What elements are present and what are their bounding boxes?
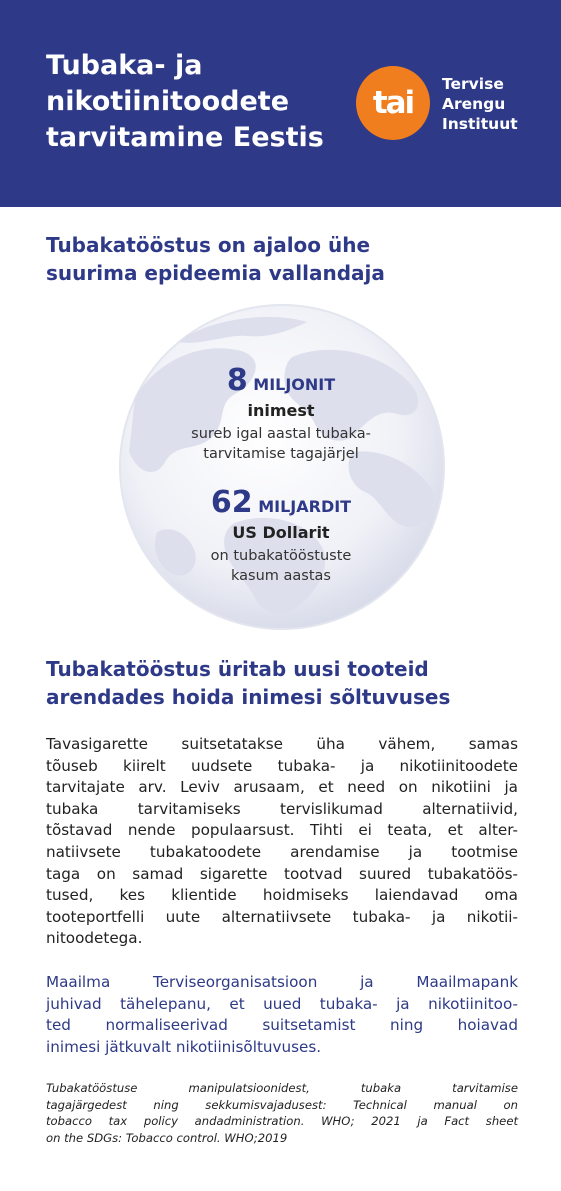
org-name-line: Arengu: [442, 95, 506, 113]
highlight-line: inimesi jätkuvalt nikotiinisõltuvuses.: [46, 1037, 322, 1056]
section-heading-products: [46, 655, 526, 711]
paragraph-line: tarvitajate arv. Leviv arusaam, et need on nikotiini ja: [46, 778, 518, 797]
title-line: Tubaka- ja: [46, 50, 203, 81]
heading-line: Tubakatööstus on ajaloo ühe: [46, 233, 371, 257]
source-line: tagajärgedest ning sekkumisvajadusest: Technical manual on: [46, 1097, 518, 1112]
highlight-paragraph: [46, 972, 518, 1058]
stat-unit: MILJARDIT: [258, 497, 352, 516]
paragraph-line: tused, kes klientide hoidmiseks laiendavad oma: [46, 886, 518, 905]
stat-subject: US Dollarit: [232, 523, 330, 542]
stat-description: [150, 424, 412, 464]
title-line: tarvitamine Eestis: [46, 122, 324, 153]
desc-line: sureb igal aastal tubaka-: [191, 426, 371, 442]
org-name: [442, 74, 552, 134]
paragraph-line: Tavasigarette suitsetatakse üha vähem, samas: [46, 735, 518, 753]
section-heading-epidemic: [46, 231, 526, 287]
desc-line: on tubakatööstuste: [210, 548, 352, 564]
source-line: tobacco tax policy andadministration. WHO; 2021 ja Fact sheet: [46, 1114, 518, 1128]
desc-line: tarvitamise tagajärjel: [203, 446, 359, 462]
paragraph-line: tooteportfelli uute alternatiivsete tubaka- ja nikotii-: [46, 907, 518, 926]
paragraph-line: tõuseb kiirelt uudsete tubaka- ja nikotiinitoodete: [46, 756, 518, 775]
paragraph-line: natiivsete tubakatoodete arendamise ja tootmise: [46, 842, 518, 861]
stat-subject: inimest: [247, 401, 315, 420]
stat-headline: [150, 362, 412, 400]
stat-deaths: [150, 362, 412, 464]
stat-description: [150, 546, 412, 586]
tai-logo-icon: [356, 66, 430, 140]
paragraph-line: taga on samad sigarette tootvad suured tubakatöös-: [46, 864, 518, 883]
paragraph-line: tubaka tarvitamiseks tervislikumad alternatiivid,: [46, 799, 518, 818]
body-paragraph: [46, 734, 518, 950]
logo-mark: tai: [372, 85, 414, 121]
stat-number: 8: [226, 363, 248, 398]
source-note: [46, 1080, 518, 1146]
highlight-line: ted normaliseerivad suitsetamist ning hoiavad: [46, 1016, 518, 1035]
stat-unit: MILJONIT: [253, 375, 336, 394]
source-line: Tubakatööstuse manipulatsioonidest, tubaka tarvitamise: [46, 1081, 518, 1095]
highlight-line: juhivad tähelepanu, et uued tubaka- ja nikotiinitoo-: [46, 994, 518, 1013]
page-title: [46, 48, 346, 156]
org-name-line: Tervise: [442, 75, 504, 93]
heading-line: arendades hoida inimesi sõltuvuses: [46, 685, 451, 709]
paragraph-line: nitoodetega.: [46, 929, 143, 948]
desc-line: kasum aastas: [231, 568, 331, 584]
stat-profit: [150, 484, 412, 586]
header-banner: [0, 0, 561, 207]
title-line: nikotiinitoodete: [46, 86, 290, 117]
org-name-line: Instituut: [442, 115, 518, 133]
heading-line: Tubakatööstus üritab uusi tooteid: [46, 657, 429, 681]
source-line: on the SDGs: Tobacco control. WHO;2019: [46, 1130, 288, 1145]
paragraph-line: tõstavad nende populaarsust. Tihti ei teata, et alter-: [46, 821, 518, 840]
stat-headline: [150, 484, 412, 522]
stat-number: 62: [210, 485, 253, 520]
highlight-line: Maailma Terviseorganisatsioon ja Maailmapank: [46, 973, 518, 991]
heading-line: suurima epideemia vallandaja: [46, 261, 385, 285]
